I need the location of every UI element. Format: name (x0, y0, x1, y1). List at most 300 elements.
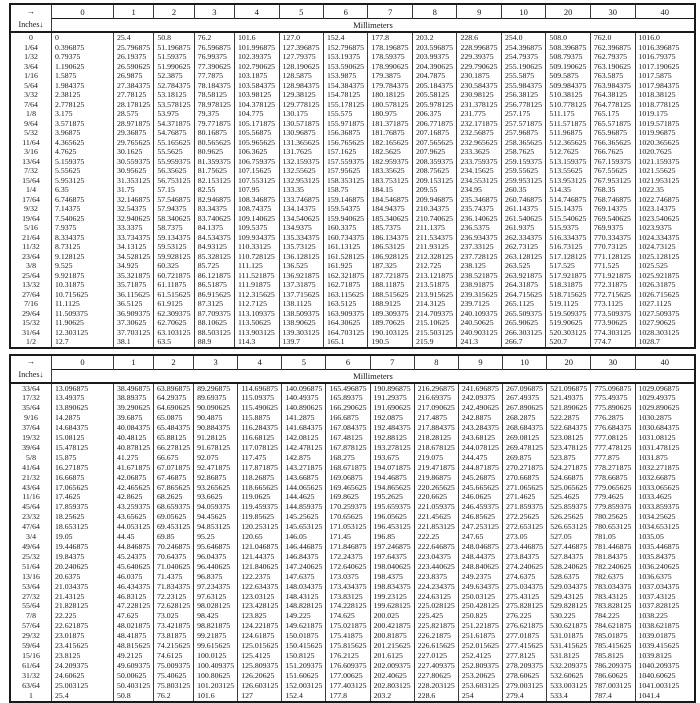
mm-value-cell: 239.315625 (457, 290, 501, 300)
mm-value-cell: 119.85625 (238, 512, 282, 522)
mm-value-cell: 21.43125 (52, 592, 114, 602)
inch-fraction-label: 51/64 (10, 562, 52, 572)
mm-value-cell: 94.059375 (194, 502, 238, 512)
mm-value-cell: 179.784375 (368, 81, 412, 91)
mm-value-cell: 521.890625 (547, 403, 591, 413)
mm-value-cell: 167.48125 (326, 433, 370, 443)
mm-value-cell: 57.546875 (154, 195, 194, 205)
mm-value-cell: 44.846875 (114, 542, 154, 552)
mm-value-cell: 159.146875 (324, 195, 368, 205)
mm-value-cell: 134.540625 (279, 214, 323, 224)
mm-value-cell: 115.09375 (238, 393, 282, 403)
mm-value-cell: 32.54375 (114, 204, 154, 214)
mm-value-cell: 1041.003125 (635, 681, 695, 691)
inch-fraction-label: 19/32 (10, 433, 52, 443)
mm-value-cell: 239.7125 (457, 299, 501, 309)
mm-value-cell: 98.028125 (194, 601, 238, 611)
mm-value-cell: 1021.159375 (635, 157, 695, 167)
mm-value-cell: 511.175 (546, 109, 590, 119)
mm-value-cell: 768.35 (590, 185, 635, 195)
inch-fraction-label: 59/64 (10, 641, 52, 651)
table-row (10, 433, 695, 443)
mm-value-cell: 775.49375 (591, 393, 635, 403)
mm-value-cell: 785.8125 (591, 651, 635, 661)
inch-fraction-label: 17/64 (10, 195, 52, 205)
mm-value-cell: 84.534375 (194, 233, 234, 243)
axis-corner-cell (10, 4, 52, 32)
mm-value-cell: 16.271875 (52, 463, 114, 473)
mm-value-cell: 135.334375 (279, 233, 323, 243)
mm-value-cell: 73.025 (154, 611, 194, 621)
mm-value-cell: 771.128125 (590, 252, 635, 262)
mm-value-cell: 117.871875 (238, 463, 282, 473)
mm-value-cell: 175.021875 (326, 621, 370, 631)
table-row (10, 62, 695, 72)
mm-value-cell: 177.8 (368, 32, 412, 43)
mm-value-cell: 125.015625 (238, 641, 282, 651)
mm-value-cell: 127 (238, 691, 282, 702)
mm-value-cell: 508.396875 (546, 43, 590, 53)
table-row (10, 542, 695, 552)
inch-fraction-label: 7/64 (10, 100, 52, 110)
mm-value-cell: 110.33125 (235, 242, 279, 252)
mm-value-cell: 7.14375 (52, 204, 114, 214)
mm-value-cell: 259.55625 (501, 166, 545, 176)
mm-value-cell: 43.259375 (114, 502, 154, 512)
table-row (10, 483, 695, 493)
mm-value-cell: 14.2875 (52, 413, 114, 423)
mm-value-cell: 3.571875 (52, 119, 114, 129)
mm-value-cell: 180.578125 (368, 100, 412, 110)
mm-value-cell: 236.5375 (457, 223, 501, 233)
mm-value-cell: 148.43125 (282, 592, 326, 602)
table-row (10, 532, 695, 542)
mm-value-cell: 156.36875 (324, 128, 368, 138)
mm-value-cell: 177.8 (326, 691, 370, 702)
mm-value-cell: 528.6375 (547, 572, 591, 582)
mm-value-cell: 223.440625 (414, 562, 458, 572)
table-row (10, 403, 695, 413)
mm-value-cell: 532.60625 (547, 671, 591, 681)
mm-value-cell: 148.034375 (282, 582, 326, 592)
mm-value-cell: 236.140625 (457, 214, 501, 224)
mm-value-cell: 1036.6375 (635, 572, 695, 582)
mm-value-cell: 38.1 (114, 337, 154, 348)
mm-value-cell: 95.646875 (194, 542, 238, 552)
mm-value-cell: 1038.621875 (635, 621, 695, 631)
mm-value-cell: 533.4 (547, 691, 591, 702)
mm-value-cell: 257.571875 (501, 119, 545, 129)
inch-fraction-label: 3/4 (10, 532, 52, 542)
mm-value-cell: 120.253125 (238, 522, 282, 532)
inch-fraction-label: 1/64 (10, 43, 52, 53)
mm-value-cell: 528.240625 (547, 562, 591, 572)
mm-value-cell: 262.73125 (501, 242, 545, 252)
mm-value-cell: 783.43125 (591, 592, 635, 602)
mm-value-cell: 527.84375 (547, 552, 591, 562)
mm-value-cell: 242.09375 (458, 393, 502, 403)
mm-value-cell: 161.528125 (324, 252, 368, 262)
mm-value-cell: 128.190625 (279, 62, 323, 72)
table-row (10, 522, 695, 532)
mm-value-cell: 43.65625 (114, 512, 154, 522)
mm-value-cell: 167.084375 (326, 423, 370, 433)
table-row (10, 423, 695, 433)
column-header-5: 5 (279, 4, 323, 19)
mm-value-cell: 785.01875 (591, 631, 635, 641)
mm-value-cell: 236.934375 (457, 233, 501, 243)
mm-value-cell: 1035.446875 (635, 542, 695, 552)
mm-value-cell: 137.715625 (279, 290, 323, 300)
mm-value-cell: 155.575 (324, 109, 368, 119)
mm-value-cell: 27.78125 (114, 90, 154, 100)
mm-value-cell: 143.271875 (282, 463, 326, 473)
mm-value-cell: 170.65625 (326, 512, 370, 522)
mm-value-cell: 279.4 (503, 691, 547, 702)
mm-value-cell: 76.2 (154, 691, 194, 702)
mm-value-cell: 73.421875 (154, 621, 194, 631)
mm-value-cell: 29.765625 (114, 138, 154, 148)
mm-value-cell: 275.034375 (503, 582, 547, 592)
mm-value-cell: 98.821875 (194, 621, 238, 631)
inch-fraction-label: 9/64 (10, 119, 52, 129)
mm-value-cell: 185.340625 (368, 214, 412, 224)
mm-value-cell: 1018.38125 (635, 90, 695, 100)
mm-value-cell: 232.965625 (457, 138, 501, 148)
mm-value-cell: 512.365625 (546, 138, 590, 148)
table-row (10, 185, 695, 195)
mm-value-cell: 189.309375 (368, 309, 412, 319)
mm-value-cell: 518.715625 (546, 290, 590, 300)
mm-value-cell: 128.984375 (279, 81, 323, 91)
inch-fraction-label: 1/16 (10, 71, 52, 81)
mm-value-cell: 120.65 (238, 532, 282, 542)
mm-value-cell: 261.9375 (501, 223, 545, 233)
mm-value-cell: 101.6 (194, 691, 238, 702)
mm-value-cell: 7.9375 (52, 223, 114, 233)
mm-value-cell: 209.153125 (412, 176, 456, 186)
table-row (10, 318, 695, 328)
mm-value-cell: 768.746875 (590, 195, 635, 205)
mm-value-cell: 46.0375 (114, 572, 154, 582)
inch-fraction-label: 41/64 (10, 463, 52, 473)
mm-value-cell: 37.30625 (114, 318, 154, 328)
mm-value-cell: 263.128125 (501, 252, 545, 262)
mm-value-cell: 115.490625 (238, 403, 282, 413)
mm-value-cell: 211.93125 (412, 242, 456, 252)
mm-value-cell: 111.521875 (235, 271, 279, 281)
mm-value-cell: 61.9125 (154, 299, 194, 309)
mm-value-cell: 39.6875 (114, 413, 154, 423)
inch-fraction-label: 15/32 (10, 318, 52, 328)
mm-value-cell: 25.003125 (52, 681, 114, 691)
mm-value-cell: 134.14375 (279, 204, 323, 214)
table-row (10, 261, 695, 271)
mm-value-cell: 107.95 (235, 185, 279, 195)
table-row (10, 119, 695, 129)
mm-value-cell: 161.13125 (324, 242, 368, 252)
mm-value-cell: 54.76875 (154, 128, 194, 138)
mm-value-cell: 270.66875 (503, 473, 547, 483)
table-row (10, 453, 695, 463)
mm-value-cell: 174.228125 (326, 601, 370, 611)
mm-value-cell: 229.790625 (457, 62, 501, 72)
mm-value-cell: 34.528125 (114, 252, 154, 262)
mm-value-cell: 113.903125 (235, 328, 279, 338)
mm-value-cell: 47.625 (114, 611, 154, 621)
mm-value-cell: 20.6375 (52, 572, 114, 582)
mm-value-cell: 79.771875 (194, 119, 234, 129)
mm-value-cell: 2.38125 (52, 90, 114, 100)
mm-value-cell: 111.125 (235, 261, 279, 271)
mm-value-cell: 225.821875 (414, 621, 458, 631)
mm-value-cell: 184.546875 (368, 195, 412, 205)
mm-value-cell: 36.5125 (114, 299, 154, 309)
mm-value-cell: 190.5 (368, 337, 412, 348)
table-row (10, 43, 695, 53)
mm-value-cell: 101.996875 (235, 43, 279, 53)
mm-value-cell: 92.471875 (194, 463, 238, 473)
inch-fraction-label: 53/64 (10, 582, 52, 592)
mm-value-cell: 208.75625 (412, 166, 456, 176)
mm-value-cell: 523.478125 (547, 443, 591, 453)
mm-value-cell: 168.671875 (326, 463, 370, 473)
mm-value-cell: 780.653125 (591, 522, 635, 532)
mm-value-cell: 245.26875 (458, 473, 502, 483)
mm-value-cell: 770.73125 (590, 242, 635, 252)
mm-value-cell: 157.1625 (324, 147, 368, 157)
inch-fraction-label: 57/64 (10, 621, 52, 631)
mm-value-cell: 35.71875 (114, 280, 154, 290)
mm-value-cell: 79.375 (194, 109, 234, 119)
mm-value-cell: 41.671875 (114, 463, 154, 473)
millimeters-label: Millimeters (52, 19, 696, 33)
mm-value-cell: 92.86875 (194, 473, 238, 483)
mm-value-cell: 145.653125 (282, 522, 326, 532)
inch-fraction-label: 21/32 (10, 473, 52, 483)
mm-value-cell: 1031.875 (635, 453, 695, 463)
mm-value-cell: 152.003125 (282, 681, 326, 691)
mm-value-cell: 1031.478125 (635, 443, 695, 453)
mm-value-cell: 155.178125 (324, 100, 368, 110)
mm-value-cell: 64.29375 (154, 393, 194, 403)
mm-value-cell: 21.034375 (52, 582, 114, 592)
mm-value-cell: 19.446875 (52, 542, 114, 552)
mm-value-cell: 6.35 (52, 185, 114, 195)
mm-value-cell: 121.046875 (238, 542, 282, 552)
mm-value-cell: 42.8625 (114, 492, 154, 502)
mm-value-cell: 194.865625 (370, 483, 414, 493)
mm-value-cell: 86.915625 (194, 290, 234, 300)
mm-value-cell: 148.828125 (282, 601, 326, 611)
mm-value-cell: 28.971875 (114, 119, 154, 129)
mm-value-cell: 64.690625 (154, 403, 194, 413)
table-row (10, 328, 695, 338)
mm-value-cell: 772.31875 (590, 280, 635, 290)
mm-value-cell: 83.740625 (194, 214, 234, 224)
mm-value-cell: 240.109375 (457, 309, 501, 319)
mm-value-cell: 105.171875 (235, 119, 279, 129)
mm-value-cell: 767.953125 (590, 176, 635, 186)
mm-value-cell: 254.396875 (501, 43, 545, 53)
lower-table-body (10, 383, 695, 702)
mm-value-cell: 203.2 (370, 691, 414, 702)
column-header-2: 2 (154, 4, 194, 19)
mm-value-cell: 244.475 (458, 453, 502, 463)
mm-value-cell: 163.5125 (324, 299, 368, 309)
inch-fraction-label: 25/64 (10, 271, 52, 281)
mm-value-cell: 159.54375 (324, 204, 368, 214)
inch-fraction-label: 7/32 (10, 166, 52, 176)
mm-value-cell: 248.44375 (458, 552, 502, 562)
mm-value-cell: 16.66875 (52, 473, 114, 483)
mm-value-cell: 163.909375 (324, 309, 368, 319)
mm-value-cell: 183.753125 (368, 176, 412, 186)
mm-value-cell: 231.775 (457, 109, 501, 119)
mm-value-cell: 60.325 (154, 261, 194, 271)
mm-value-cell: 102.39375 (235, 52, 279, 62)
mm-value-cell: 238.125 (457, 261, 501, 271)
mm-value-cell: 170.259375 (326, 502, 370, 512)
column-header-30: 30 (590, 4, 635, 19)
mm-value-cell: 525.065625 (547, 483, 591, 493)
mm-value-cell: 173.83125 (326, 592, 370, 602)
inch-fraction-label: 9/16 (10, 413, 52, 423)
mm-value-cell: 254 (458, 691, 502, 702)
column-header-40: 40 (635, 355, 695, 370)
mm-value-cell: 1019.96875 (635, 128, 695, 138)
mm-value-cell: 0 (52, 32, 114, 43)
mm-value-cell: 521.096875 (547, 383, 591, 394)
unit-row (10, 369, 695, 383)
mm-value-cell: 223.8375 (414, 572, 458, 582)
table-row (10, 309, 695, 319)
mm-value-cell: 195.2625 (370, 492, 414, 502)
column-header-row (10, 355, 695, 370)
column-header-1: 1 (114, 4, 154, 19)
column-header-3: 3 (194, 4, 234, 19)
inch-fraction-label: 31/32 (10, 671, 52, 681)
mm-value-cell: 11.90625 (52, 318, 114, 328)
mm-value-cell: 258.7625 (501, 147, 545, 157)
mm-value-cell: 766.365625 (590, 138, 635, 148)
mm-value-cell: 151.60625 (282, 671, 326, 681)
mm-value-cell: 252.015625 (458, 641, 502, 651)
mm-value-cell: 519.1125 (546, 299, 590, 309)
mm-value-cell: 248.046875 (458, 542, 502, 552)
mm-value-cell: 82.946875 (194, 195, 234, 205)
table-row (10, 463, 695, 473)
mm-value-cell: 196.05625 (370, 512, 414, 522)
mm-value-cell: 1020.7625 (635, 147, 695, 157)
mm-value-cell: 1016.396875 (635, 43, 695, 53)
mm-value-cell: 168.275 (326, 453, 370, 463)
table-row (10, 681, 695, 691)
mm-value-cell: 67.865625 (154, 483, 194, 493)
inches-to-mm-table-lower (9, 354, 696, 703)
mm-value-cell: 116.284375 (238, 423, 282, 433)
mm-value-cell: 102.790625 (235, 62, 279, 72)
mm-value-cell: 132.55625 (279, 166, 323, 176)
mm-value-cell: 123.428125 (238, 601, 282, 611)
mm-value-cell: 273.05 (503, 532, 547, 542)
mm-value-cell: 762.396875 (590, 43, 635, 53)
mm-value-cell: 80.565625 (194, 138, 234, 148)
mm-value-cell: 514.35 (546, 185, 590, 195)
mm-value-cell: 248.840625 (458, 562, 502, 572)
mm-value-cell: 116.68125 (238, 433, 282, 443)
table-row (10, 611, 695, 621)
mm-value-cell: 181.76875 (368, 128, 412, 138)
mm-value-cell: 765.571875 (590, 119, 635, 129)
column-header-5: 5 (282, 355, 326, 370)
mm-value-cell: 764.38125 (590, 90, 635, 100)
mm-value-cell: 279.003125 (503, 681, 547, 691)
mm-value-cell: 52.3875 (154, 71, 194, 81)
mm-value-cell: 171.053125 (326, 522, 370, 532)
mm-value-cell: 65.88125 (154, 433, 194, 443)
inch-fraction-label: 3/16 (10, 147, 52, 157)
mm-value-cell: 1028.7 (635, 337, 695, 348)
mm-value-cell: 205.184375 (412, 81, 456, 91)
mm-value-cell: 247.253125 (458, 522, 502, 532)
mm-value-cell: 124.221875 (238, 621, 282, 631)
mm-value-cell: 1023.14375 (635, 204, 695, 214)
mm-value-cell: 153.19375 (324, 52, 368, 62)
mm-value-cell: 49.609375 (114, 661, 154, 671)
mm-value-cell: 119.0625 (238, 492, 282, 502)
mm-value-cell: 532.209375 (547, 661, 591, 671)
mm-value-cell: 23.415625 (52, 641, 114, 651)
mm-value-cell: 522.684375 (547, 423, 591, 433)
inch-fraction-label: 7/8 (10, 611, 52, 621)
mm-value-cell: 155.971875 (324, 119, 368, 129)
mm-value-cell: 228.6 (457, 32, 501, 43)
mm-value-cell: 246.85625 (458, 512, 502, 522)
mm-value-cell: 72.628125 (154, 601, 194, 611)
mm-value-cell: 186.53125 (368, 242, 412, 252)
mm-value-cell: 228.203125 (414, 681, 458, 691)
mm-value-cell: 208.359375 (412, 157, 456, 167)
inch-fraction-label: 3/32 (10, 90, 52, 100)
mm-value-cell: 1026.715625 (635, 290, 695, 300)
mm-value-cell: 172.24375 (326, 552, 370, 562)
mm-value-cell: 83.34375 (194, 204, 234, 214)
mm-value-cell: 185.7375 (368, 223, 412, 233)
mm-value-cell: 227.409375 (414, 661, 458, 671)
mm-value-cell: 217.090625 (414, 403, 458, 413)
mm-value-cell: 162.71875 (324, 280, 368, 290)
mm-value-cell: 158.75 (324, 185, 368, 195)
mm-value-cell: 1028.303125 (635, 328, 695, 338)
mm-value-cell: 29.36875 (114, 128, 154, 138)
mm-value-cell: 233.3625 (457, 147, 501, 157)
mm-value-cell: 69.453125 (154, 522, 194, 532)
mm-value-cell: 86.121875 (194, 271, 234, 281)
mm-value-cell: 781.84375 (591, 552, 635, 562)
mm-value-cell: 234.15625 (457, 166, 501, 176)
mm-value-cell: 145.25625 (282, 512, 326, 522)
mm-value-cell: 12.303125 (52, 328, 114, 338)
mm-value-cell: 67.46875 (154, 473, 194, 483)
mm-value-cell: 96.440625 (194, 562, 238, 572)
mm-value-cell: 76.596875 (194, 43, 234, 53)
mm-value-cell: 245.665625 (458, 483, 502, 493)
mm-value-cell: 118.26875 (238, 473, 282, 483)
inch-fraction-label: 3/8 (10, 261, 52, 271)
inch-fraction-label: 45/64 (10, 502, 52, 512)
column-header-9: 9 (458, 355, 502, 370)
